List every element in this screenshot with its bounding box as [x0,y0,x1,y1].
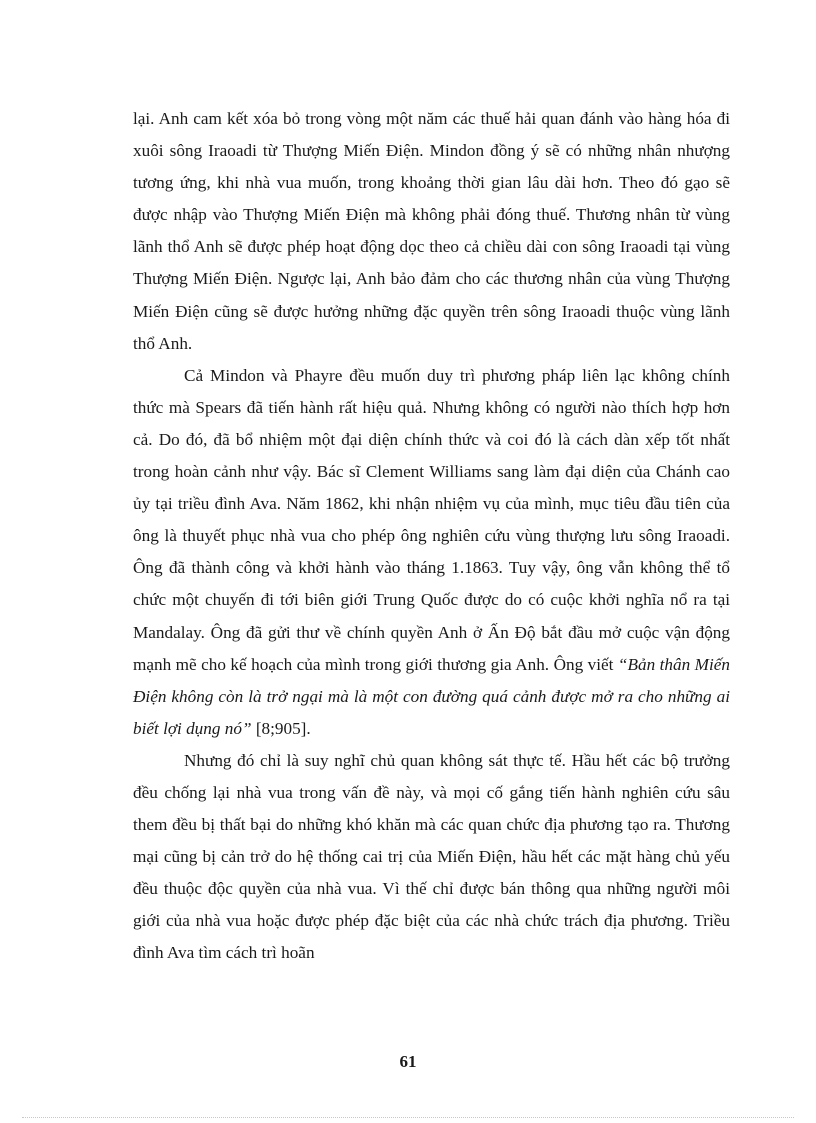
page-body [133,103,730,970]
italic-quote: “Bản thân Miến Điện không còn là trở ngại mà là một con đường quá cảnh được mở ra cho những ai biết lợi dụng nó” [133,654,730,738]
paragraph-continued: lại. Anh cam kết xóa bỏ trong vòng một năm các thuế hải quan đánh vào hàng hóa đi xuôi sông Iraoadi từ Thượng Miến Điện. Mindon đồng ý sẽ có những nhân nhượng tương ứng, khi nhà vua muốn, trong khoảng thời gian lâu dài hơn. Theo đó gạo sẽ được nhập vào Thượng Miến Điện mà không phải đóng thuế. Thương nhân từ vùng lãnh thổ Anh sẽ được phép hoạt động dọc theo cả chiều dài con sông Iraoadi tại vùng Thượng Miến Điện. Ngược lại, Anh bảo đảm cho các thương nhân của vùng Thượng Miến Điện cũng sẽ được hưởng những đặc quyền trên sông Iraoadi thuộc vùng lãnh thổ Anh. [133,109,730,353]
paragraph-text: Cả Mindon và Phayre đều muốn duy trì phương pháp liên lạc không chính thức mà Spears đã tiến hành rất hiệu quả. Nhưng không có người nào thích hợp hơn cả. Do đó, đã bổ nhiệm một đại diện chính thức và coi đó là cách dàn xếp tốt nhất trong hoàn cảnh như vậy. Bác sĩ Clement Williams sang làm đại diện của Chánh cao ủy tại triều đình Ava. Năm 1862, khi nhận nhiệm vụ của mình, mục tiêu đầu tiên của ông là thuyết phục nhà vua cho phép ông nghiên cứu vùng thượng lưu sông Iraoadi. Ông đã thành công và khởi hành vào tháng 1.1863. Tuy vậy, ông vẫn không thể tổ chức một chuyến đi tới biên giới Trung Quốc được do có cuộc khởi nghĩa nổ ra tại Mandalay. Ông đã gửi thư về chính quyền Anh ở Ấn Độ bắt đầu mở cuộc vận động mạnh mẽ cho kế hoạch của mình trong giới thương gia Anh. Ông viết [133,365,730,674]
citation: [8;905]. [251,718,311,738]
paragraph-mindon-phayre [133,360,730,745]
page-number: 61 [399,1052,417,1071]
page-edge-divider [22,1117,794,1118]
paragraph-obstacles: Nhưng đó chỉ là suy nghĩ chủ quan không sát thực tế. Hầu hết các bộ trưởng đều chống lại nhà vua trong vấn đề này, và mọi cố gắng tiến hành nghiên cứu sâu them đều bị thất bại do những khó khăn mà các quan chức địa phương tạo ra. Thương mại cũng bị cản trở do hệ thống cai trị của Miến Điện, hầu hết các mặt hàng chủ yếu đều thuộc độc quyền của nhà vua. Vì thế chỉ được bán thông qua những người môi giới của nhà vua hoặc được phép đặc biệt của các nhà chức trách địa phương. Triều đình Ava tìm cách trì hoãn [133,750,730,963]
